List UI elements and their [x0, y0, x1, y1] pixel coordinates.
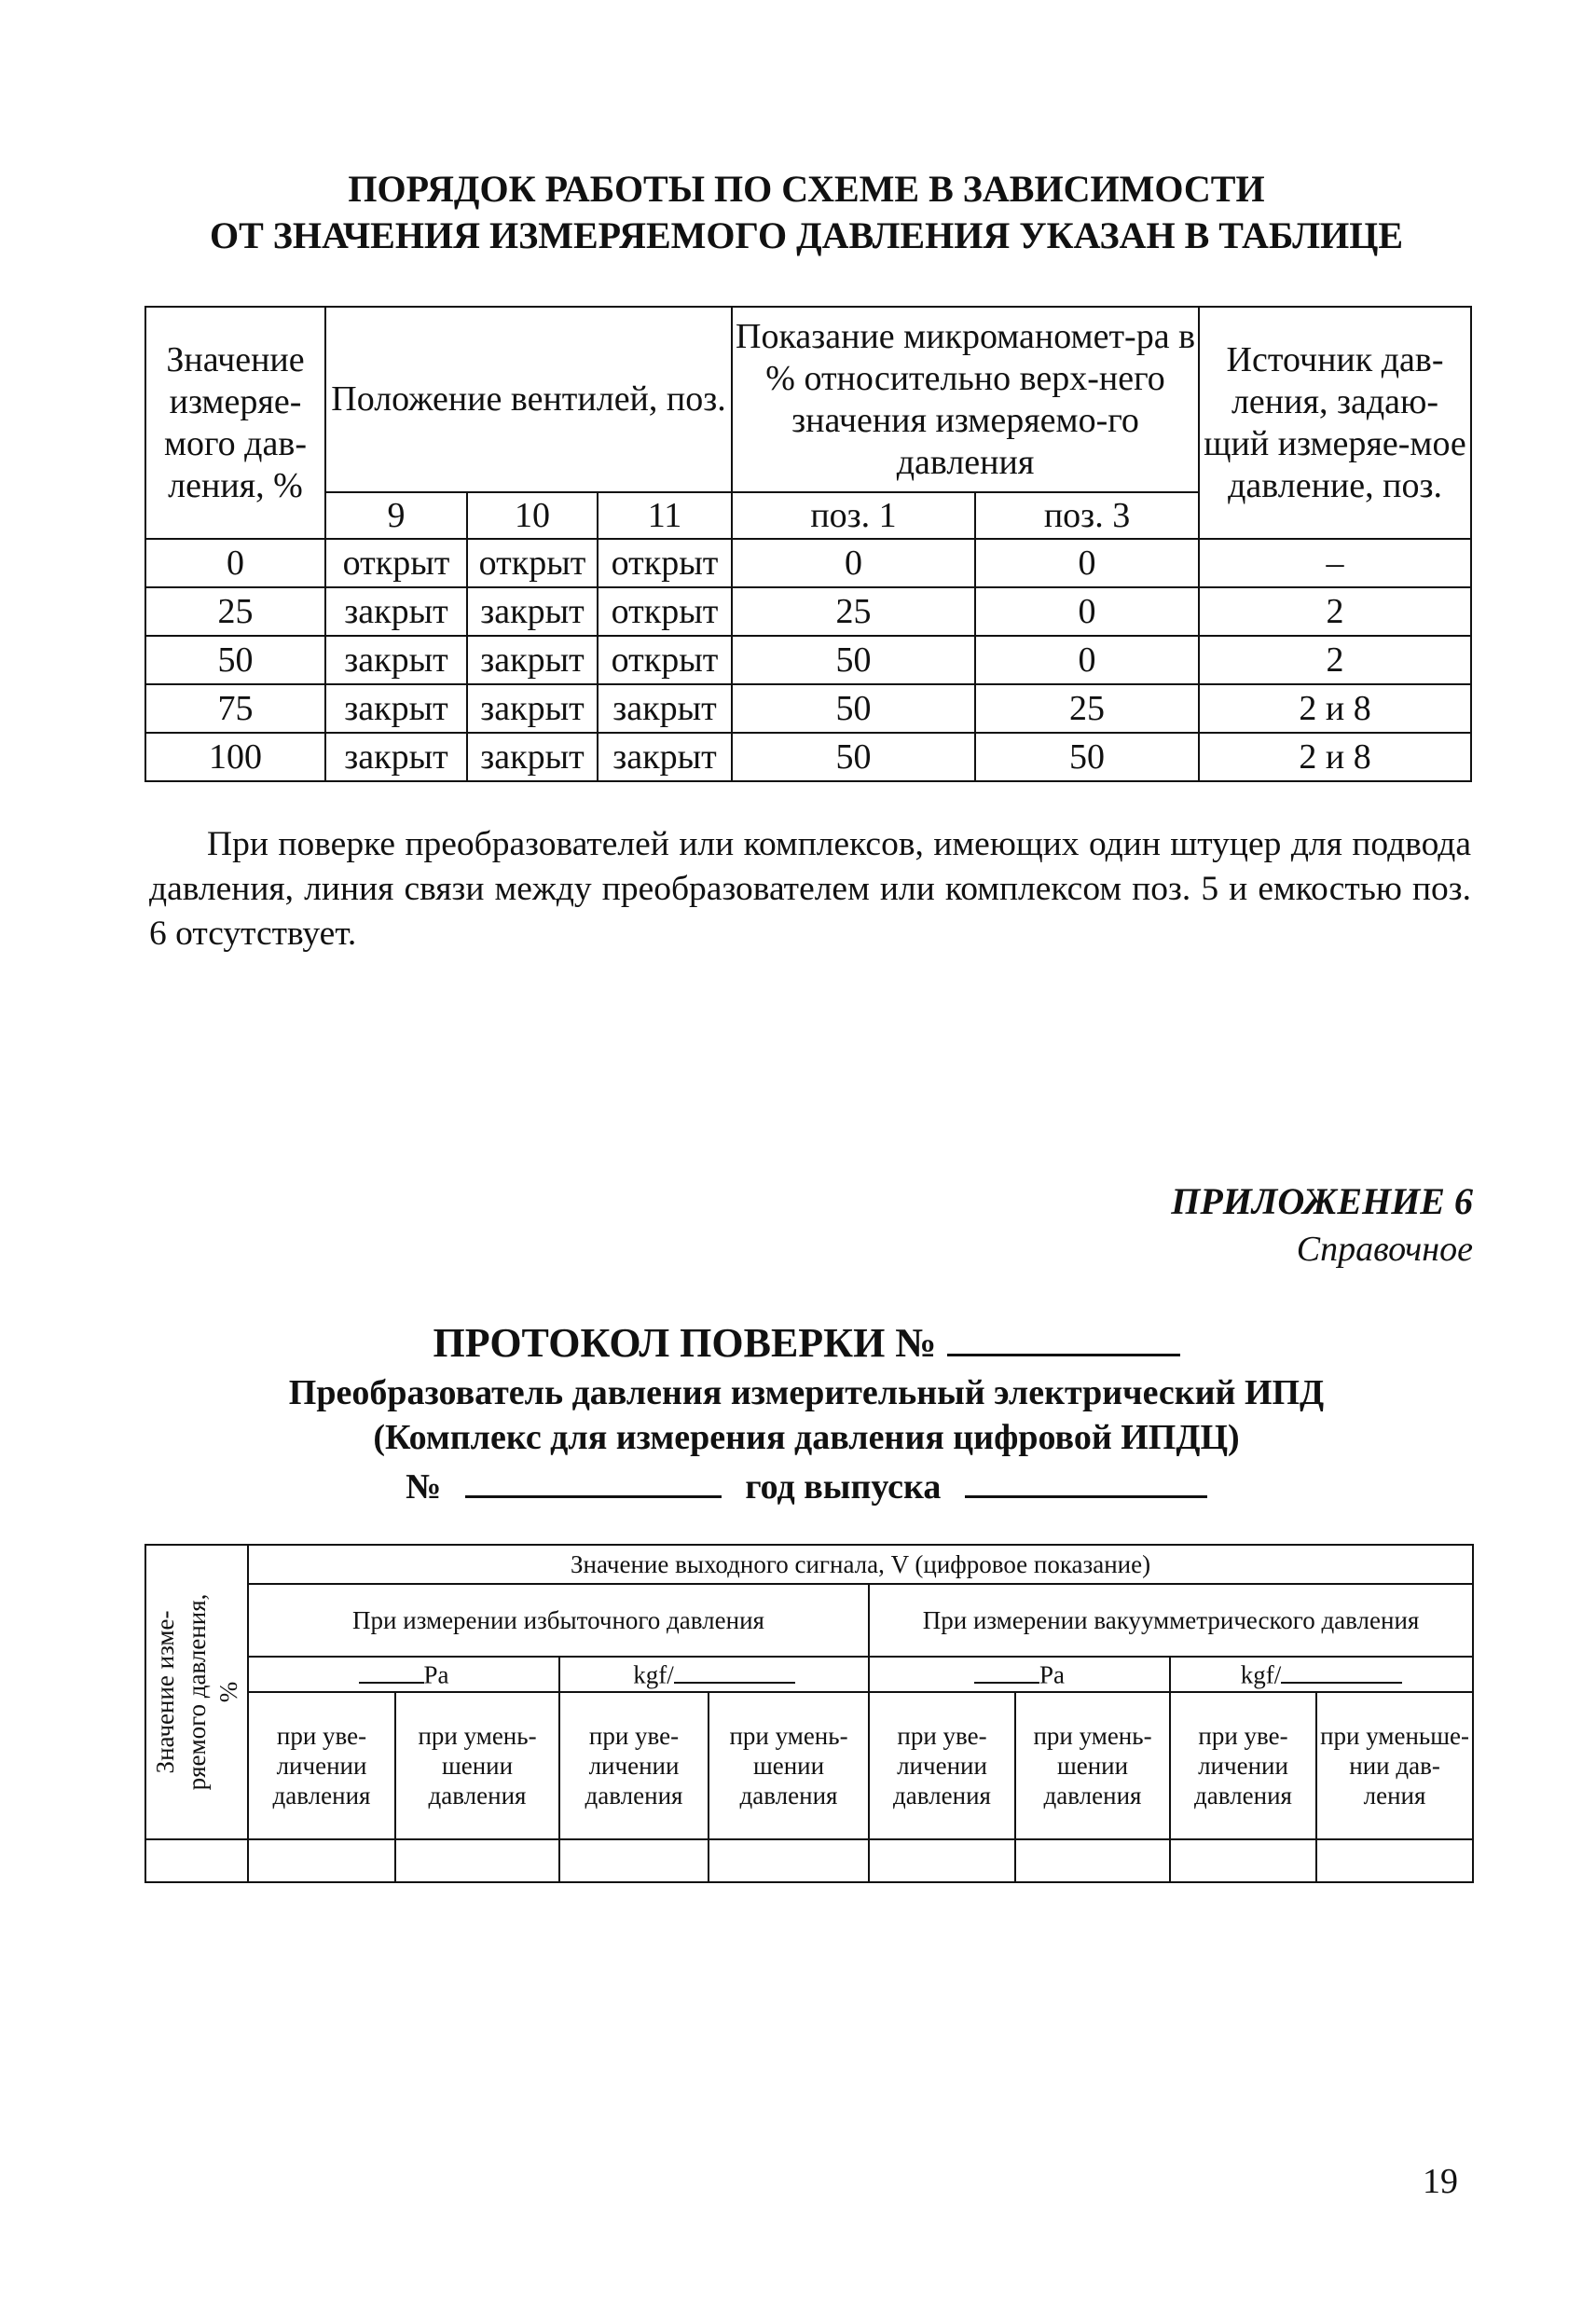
- empty-cell: [1170, 1839, 1316, 1882]
- header-pressure-source: Источник дав-ления, задаю-щий измеряе-мое давление, поз.: [1199, 307, 1471, 539]
- unit-pa-vacuum: [869, 1657, 1170, 1692]
- table-cell: 50: [732, 733, 975, 781]
- unit-pa-excess: [248, 1657, 559, 1692]
- table-cell: закрыт: [325, 636, 467, 684]
- col-header-decrease: при умень-шении давления: [709, 1692, 869, 1839]
- table-cell: 25: [732, 587, 975, 636]
- table-cell: 75: [145, 684, 325, 733]
- header-pressure-value: Значение измеряе-мого дав-ления, %: [145, 307, 325, 539]
- appendix-subtitle: Справочное: [1296, 1230, 1473, 1269]
- calibration-protocol-table: [144, 1544, 1474, 1883]
- table-cell: 2 и 8: [1199, 733, 1471, 781]
- col-header-increase: при уве-личении давления: [869, 1692, 1015, 1839]
- table-row: [145, 733, 1471, 781]
- empty-cell: [869, 1839, 1015, 1882]
- header-micromanometer-reading: Показание микроманомет-ра в % относительно верх-него значения измеряемо-го давления: [732, 307, 1199, 492]
- header-excess-pressure: При измерении избыточного давления: [248, 1584, 869, 1657]
- table-cell: 2: [1199, 587, 1471, 636]
- table-cell: открыт: [325, 539, 467, 587]
- col-header-decrease: при умень-шении давления: [1015, 1692, 1170, 1839]
- col-header-increase: при уве-личении давления: [559, 1692, 709, 1839]
- table-cell: открыт: [598, 587, 732, 636]
- table-cell: 0: [975, 587, 1199, 636]
- header-vacuum-pressure: При измерении вакуумметрического давления: [869, 1584, 1473, 1657]
- protocol-header: [140, 1313, 1473, 1509]
- empty-data-row: [145, 1839, 1473, 1882]
- valve-position-table: [144, 306, 1472, 782]
- table-cell: 0: [975, 539, 1199, 587]
- subheader-pos-1: поз. 1: [732, 492, 975, 539]
- serial-year-line: [140, 1460, 1473, 1509]
- table-cell: закрыт: [598, 733, 732, 781]
- table-cell: закрыт: [325, 587, 467, 636]
- section-heading: [140, 166, 1473, 259]
- unit-kgf-label: kgf/: [1240, 1660, 1282, 1689]
- protocol-title: ПРОТОКОЛ ПОВЕРКИ №: [433, 1320, 937, 1366]
- table-cell: 0: [975, 636, 1199, 684]
- page-number: 19: [1423, 2162, 1458, 2201]
- header-output-signal: Значение выходного сигнала, V (цифровое показание): [248, 1545, 1473, 1584]
- empty-cell: [559, 1839, 709, 1882]
- table-row: [145, 684, 1471, 733]
- table-cell: закрыт: [467, 684, 598, 733]
- table-cell: 50: [732, 636, 975, 684]
- blank-line: [1281, 1658, 1402, 1683]
- table-cell: 0: [732, 539, 975, 587]
- protocol-complex-name: (Комплекс для измерения давления цифровой ИПДЦ): [373, 1418, 1240, 1457]
- table-cell: открыт: [598, 539, 732, 587]
- subheader-valve-10: 10: [467, 492, 598, 539]
- table-cell: 0: [145, 539, 325, 587]
- blank-line: [974, 1658, 1039, 1683]
- unit-kgf-vacuum: [1170, 1657, 1473, 1692]
- table-cell: 50: [975, 733, 1199, 781]
- table-cell: 2: [1199, 636, 1471, 684]
- table-cell: 2 и 8: [1199, 684, 1471, 733]
- blank-line: [359, 1658, 424, 1683]
- subheader-pos-3: поз. 3: [975, 492, 1199, 539]
- table-cell: закрыт: [467, 636, 598, 684]
- table-row: [145, 636, 1471, 684]
- serial-number-blank: [465, 1460, 722, 1498]
- empty-cell: [1316, 1839, 1473, 1882]
- empty-cell: [709, 1839, 869, 1882]
- table-cell: закрыт: [325, 684, 467, 733]
- table-cell: открыт: [598, 636, 732, 684]
- empty-cell: [395, 1839, 559, 1882]
- header-valve-position: Положение вентилей, поз.: [325, 307, 732, 492]
- year-label: год выпуска: [745, 1467, 942, 1507]
- unit-kgf-excess: [559, 1657, 869, 1692]
- unit-pa-label: Pa: [423, 1660, 449, 1689]
- table-row: [145, 539, 1471, 587]
- heading-line-2: ОТ ЗНАЧЕНИЯ ИЗМЕРЯЕМОГО ДАВЛЕНИЯ УКАЗАН В ТАБЛИЦЕ: [209, 214, 1404, 256]
- paragraph-text: При поверке преобразователей или комплексов, имеющих один штуцер для подвода давления, линия связи между преобразователем или комплексом поз. 5 и емкостью поз. 6 отсутствует.: [149, 825, 1471, 953]
- header-measured-pressure: [145, 1545, 248, 1839]
- protocol-device-name: Преобразователь давления измерительный электрический ИПД: [288, 1373, 1325, 1412]
- subheader-valve-9: 9: [325, 492, 467, 539]
- blank-line: [674, 1658, 795, 1683]
- serial-number-label: №: [406, 1467, 442, 1507]
- empty-cell: [1015, 1839, 1170, 1882]
- col-header-increase: при уве-личении давления: [1170, 1692, 1316, 1839]
- col-header-decrease: при умень-шении давления: [395, 1692, 559, 1839]
- unit-pa-label: Pa: [1039, 1660, 1065, 1689]
- protocol-number-blank: [947, 1313, 1180, 1356]
- table-cell: 50: [145, 636, 325, 684]
- year-blank: [965, 1460, 1207, 1498]
- table-cell: закрыт: [467, 587, 598, 636]
- table-cell: закрыт: [325, 733, 467, 781]
- table-cell: 25: [145, 587, 325, 636]
- appendix-title: ПРИЛОЖЕНИЕ 6: [1171, 1180, 1473, 1222]
- empty-cell: [248, 1839, 395, 1882]
- table-row: [145, 587, 1471, 636]
- appendix-label: [1171, 1177, 1473, 1272]
- protocol-title-line: [140, 1313, 1473, 1370]
- table-cell: закрыт: [598, 684, 732, 733]
- table-cell: –: [1199, 539, 1471, 587]
- table-cell: закрыт: [467, 733, 598, 781]
- table-cell: 100: [145, 733, 325, 781]
- body-paragraph: [149, 822, 1471, 956]
- unit-kgf-label: kgf/: [633, 1660, 674, 1689]
- table-cell: 25: [975, 684, 1199, 733]
- header-measured-pressure-text: Значение изме- ряемого давления, %: [151, 1593, 242, 1791]
- table-cell: 50: [732, 684, 975, 733]
- col-header-decrease: при уменьше-нии дав-ления: [1316, 1692, 1473, 1839]
- col-header-increase: при уве-личении давления: [248, 1692, 395, 1839]
- subheader-valve-11: 11: [598, 492, 732, 539]
- table-cell: открыт: [467, 539, 598, 587]
- heading-line-1: ПОРЯДОК РАБОТЫ ПО СХЕМЕ В ЗАВИСИМОСТИ: [348, 168, 1265, 210]
